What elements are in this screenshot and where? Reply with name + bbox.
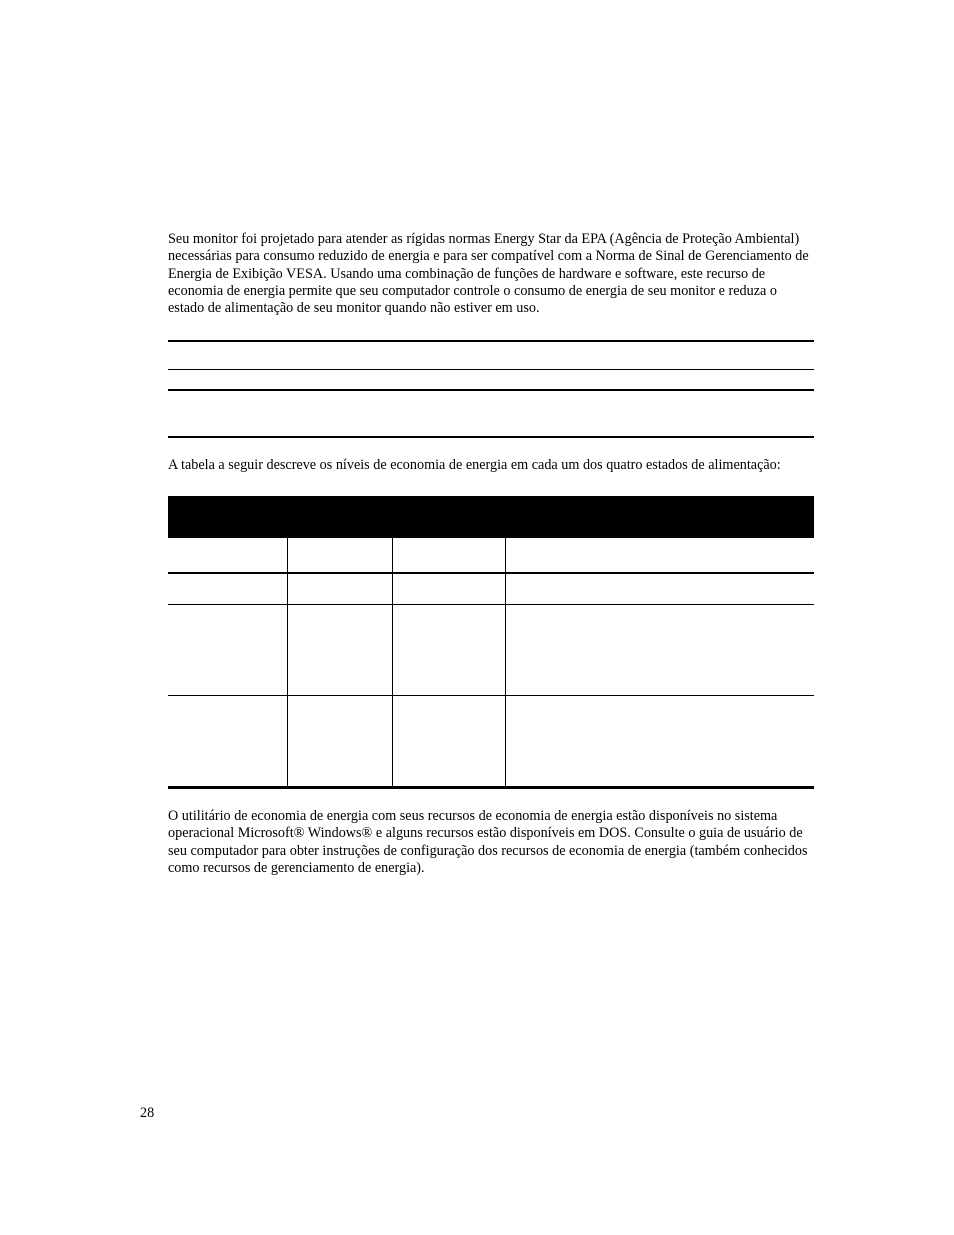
table-cell — [392, 696, 505, 788]
table-cell — [392, 605, 505, 696]
table-row — [168, 538, 814, 573]
table-header-cell — [505, 496, 814, 538]
table-cell — [168, 696, 287, 788]
table-cell — [505, 538, 814, 573]
table-cell — [287, 538, 392, 573]
table-header-row — [168, 496, 814, 538]
table-cell — [392, 538, 505, 573]
table-row — [168, 573, 814, 605]
intro-paragraph: Seu monitor foi projetado para atender as rígidas normas Energy Star da EPA (Agência de Proteção Ambiental) necessárias para consumo reduzido de energia e para ser compatível com a Norma de Sinal de Gerenciamento de Energia de Exibição VESA. Usando uma combinação de funções de hardware e software, este recurso de economia de energia permite que seu computador controle o consumo de energia de seu monitor e reduza o estado de alimentação de seu monitor quando não estiver em uso. — [168, 231, 809, 317]
divider-rule — [168, 340, 814, 342]
table-header-cell — [287, 496, 392, 538]
divider-rule — [168, 389, 814, 391]
table-cell — [168, 538, 287, 573]
table-intro: A tabela a seguir descreve os níveis de economia de energia em cada um dos quatro estados de alimentação: — [168, 457, 781, 473]
table-cell — [287, 696, 392, 788]
divider-rule — [168, 436, 814, 438]
table-cell — [505, 605, 814, 696]
table-cell — [505, 573, 814, 605]
table-header-cell — [168, 496, 287, 538]
table-row — [168, 605, 814, 696]
closing-paragraph: O utilitário de economia de energia com seus recursos de economia de energia estão disponíveis no sistema operacional Microsoft® Windows® e alguns recursos estão disponíveis em DOS. Consulte o guia de usuário de seu computador para obter instruções de configuração dos recursos de economia de energia (também conhecidos como recursos de gerenciamento de energia). — [168, 808, 808, 876]
divider-rule — [168, 369, 814, 370]
table-row — [168, 696, 814, 788]
table-cell — [287, 605, 392, 696]
table-cell — [392, 573, 505, 605]
table-header-cell — [392, 496, 505, 538]
page-number: 28 — [140, 1105, 155, 1121]
table-cell — [168, 605, 287, 696]
table-cell — [505, 696, 814, 788]
table-cell — [287, 573, 392, 605]
power-states-table — [168, 496, 814, 789]
table-cell — [168, 573, 287, 605]
